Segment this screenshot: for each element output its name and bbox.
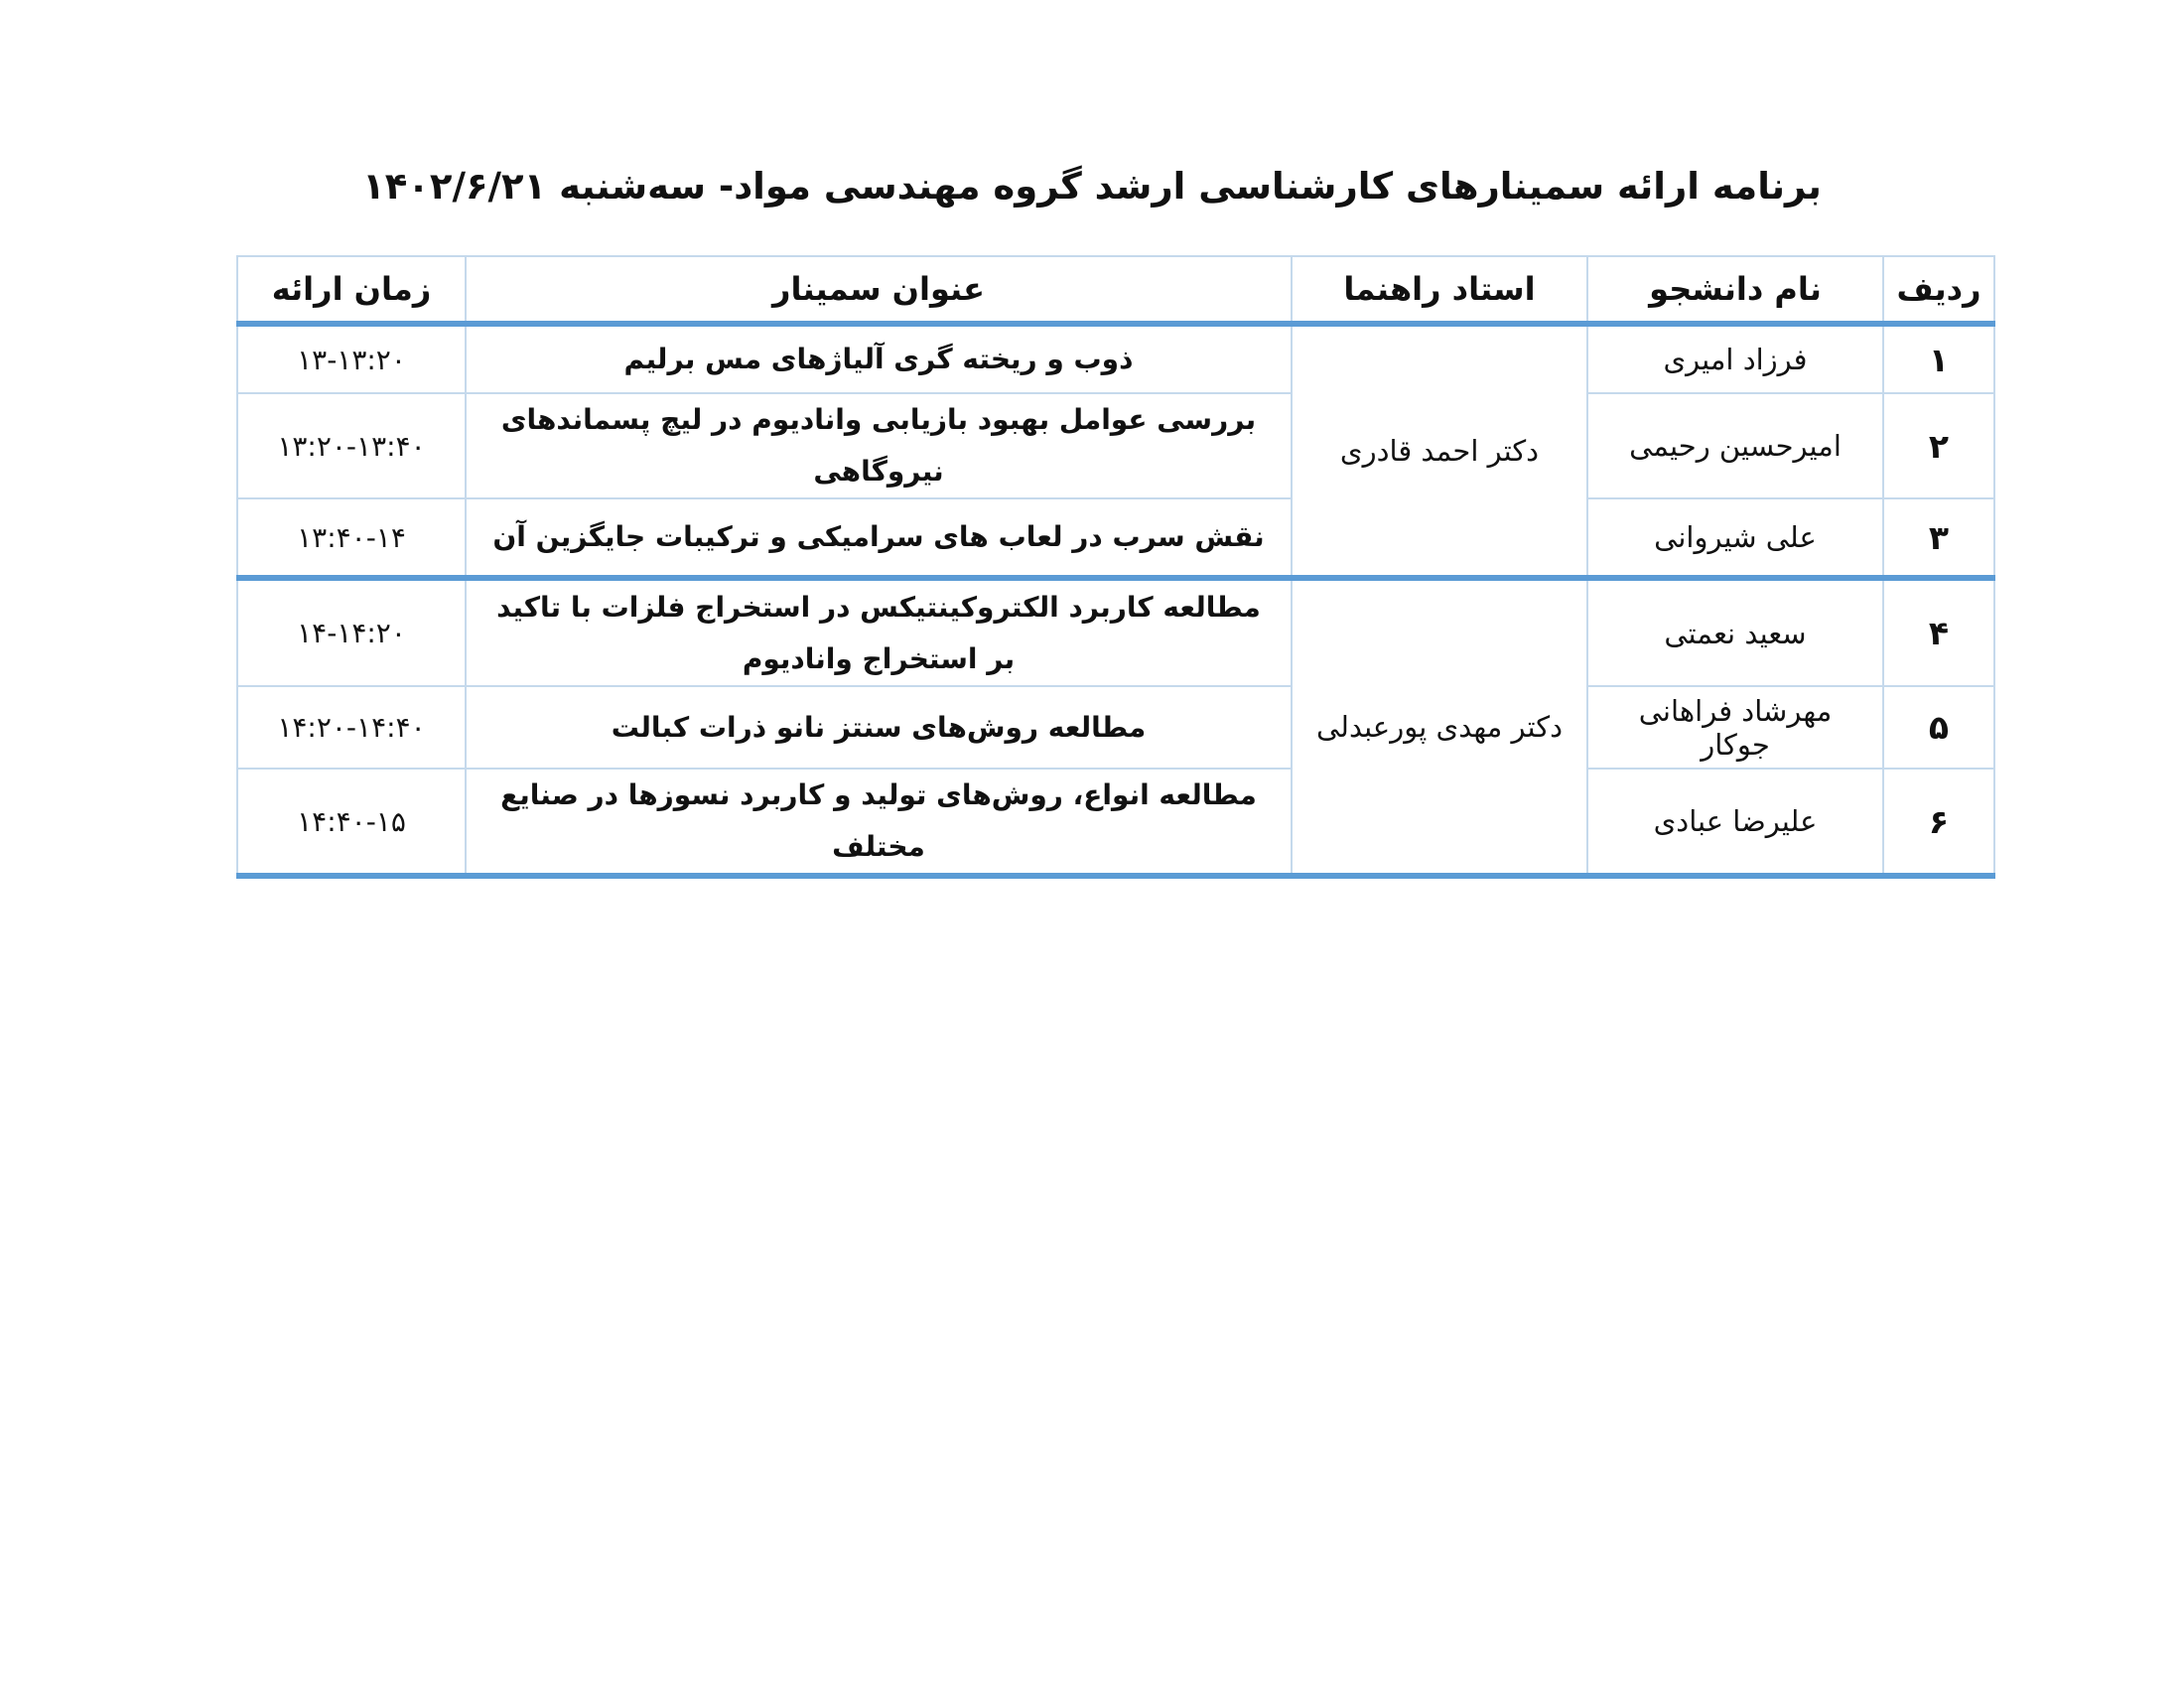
student-name: سعید نعمتی — [1587, 578, 1883, 686]
seminar-title: مطالعه روش‌های سنتز نانو ذرات کبالت — [466, 686, 1292, 769]
advisor-name: دکتر احمد قادری — [1292, 324, 1587, 578]
table-row — [237, 498, 1994, 578]
presentation-time: ۱۳-۱۳:۲۰ — [237, 324, 466, 393]
row-number: ۶ — [1883, 769, 1994, 876]
student-name: فرزاد امیری — [1587, 324, 1883, 393]
seminar-title: ذوب و ریخته گری آلیاژهای مس برلیم — [466, 324, 1292, 393]
seminar-title: نقش سرب در لعاب های سرامیکی و ترکیبات جایگزین آن — [466, 498, 1292, 578]
table-row — [237, 769, 1994, 876]
header-advisor: استاد راهنما — [1292, 256, 1587, 324]
advisor-name: دکتر مهدی پورعبدلی — [1292, 578, 1587, 876]
student-name: علیرضا عبادی — [1587, 769, 1883, 876]
table-row — [237, 324, 1994, 393]
row-number: ۳ — [1883, 498, 1994, 578]
page-title: برنامه ارائه سمینارهای کارشناسی ارشد گروه مهندسی مواد- سه‌شنبه ۱۴۰۲/۶/۲۱ — [362, 165, 1822, 208]
table-header-row — [237, 256, 1994, 324]
presentation-time: ۱۴:۴۰-۱۵ — [237, 769, 466, 876]
row-number: ۴ — [1883, 578, 1994, 686]
header-time: زمان ارائه — [237, 256, 466, 324]
seminar-schedule-table — [236, 255, 1995, 879]
header-student: نام دانشجو — [1587, 256, 1883, 324]
row-number: ۵ — [1883, 686, 1994, 769]
header-row-no: ردیف — [1883, 256, 1994, 324]
row-number: ۲ — [1883, 393, 1994, 498]
presentation-time: ۱۴:۲۰-۱۴:۴۰ — [237, 686, 466, 769]
presentation-time: ۱۳:۲۰-۱۳:۴۰ — [237, 393, 466, 498]
seminar-title: مطالعه کاربرد الکتروکینتیکس در استخراج فلزات با تاکید بر استخراج وانادیوم — [466, 578, 1292, 686]
student-name: علی شیروانی — [1587, 498, 1883, 578]
table-row — [237, 686, 1994, 769]
row-number: ۱ — [1883, 324, 1994, 393]
student-name: مهرشاد فراهانی جوکار — [1587, 686, 1883, 769]
table-row — [237, 578, 1994, 686]
table-row — [237, 393, 1994, 498]
presentation-time: ۱۳:۴۰-۱۴ — [237, 498, 466, 578]
student-name: امیرحسین رحیمی — [1587, 393, 1883, 498]
seminar-title: بررسی عوامل بهبود بازیابی وانادیوم در لیچ پسماندهای نیروگاهی — [466, 393, 1292, 498]
header-seminar: عنوان سمینار — [466, 256, 1292, 324]
presentation-time: ۱۴-۱۴:۲۰ — [237, 578, 466, 686]
seminar-title: مطالعه انواع، روش‌های تولید و کاربرد نسوزها در صنایع مختلف — [466, 769, 1292, 876]
